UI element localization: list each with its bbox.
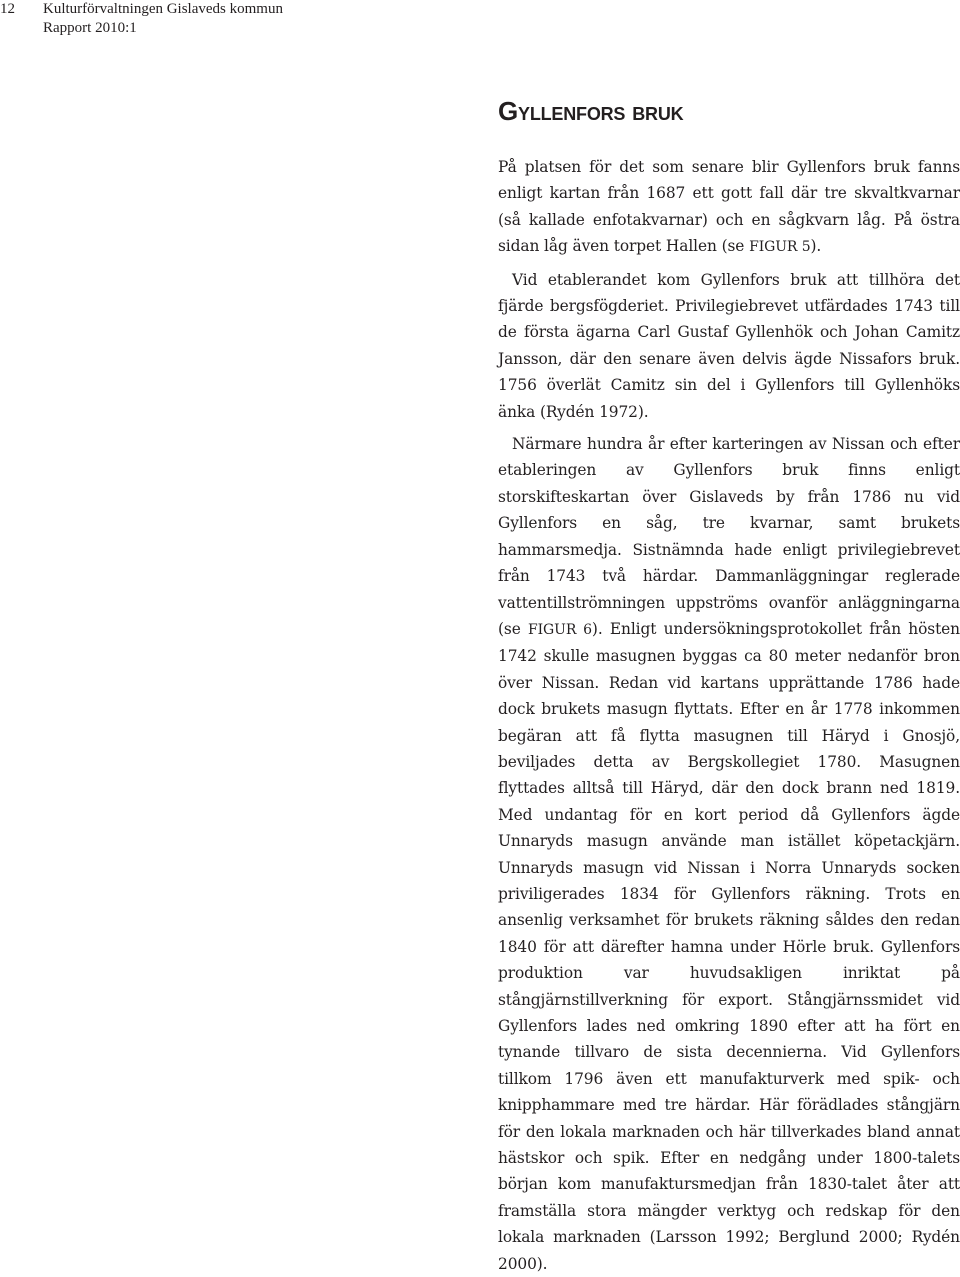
paragraph-1-text: På platsen för det som senare blir Gyllenfors bruk fanns enligt kartan från 1687 ett gott fall där tre skvaltkvarnar (så kallade enfotakvarnar) och en sågkvarn låg. På östra sidan låg även torpet Hallen (se	[498, 158, 960, 256]
paragraph-2	[498, 267, 960, 425]
paragraph-3-text: Närmare hundra år efter karteringen av Nissan och efter etableringen av Gyllenfors bruk finns enligt storskifteskartan över Gislaveds by från 1786 nu vid Gyllenfors en såg, tre kvarnar, samt brukets hammarsmedja. Sistnämnda hade enligt privilegiebrevet från 1743 två härdar. Dammanläggningar reglerade vattentillströmningen uppströms ovanför anläggningarna (se	[498, 435, 960, 638]
paragraph-3	[498, 431, 960, 1277]
report-id: Rapport 2010:1	[43, 20, 137, 36]
page-number: 12	[0, 1, 15, 17]
article	[498, 94, 960, 1277]
paragraph-1	[498, 154, 960, 261]
header-first-line	[0, 0, 283, 19]
article-title: Gyllenfors bruk	[498, 96, 684, 126]
figure-reference-6: FIGUR 6	[528, 621, 592, 638]
paragraph-1-text-end: ).	[810, 237, 822, 256]
running-header	[0, 0, 283, 38]
paragraph-2-text: Vid etablerandet kom Gyllenfors bruk att tillhöra det fjärde bergsfögderiet. Privilegiebrevet utfärdades 1743 till de första ägarna Carl Gustaf Gyllenhök och Johan Camitz Jansson, där den senare även delvis ägde Nissafors bruk. 1756 överlät Camitz sin del i Gyllenfors till Gyllenhöks änka (Rydén 1972).	[498, 270, 960, 421]
publisher-name: Kulturförvaltningen Gislaveds kommun	[43, 1, 283, 17]
figure-reference-5: FIGUR 5	[749, 239, 811, 256]
paragraph-3-text-end: ). Enligt undersökningsprotokollet från hösten 1742 skulle masugnen byggas ca 80 meter nedanför bron över Nissan. Redan vid kartans upprättande 1786 hade dock brukets masugn flyttats. Efter en år 1778 inkommen begäran att få flytta masugnen till Häryd i Gnosjö, beviljades detta av Bergskollegiet 1780. Masugnen flyttades alltså till Häryd, där den dock brann ned 1819. Med undantag för en kort period då Gyllenfors ägde Unnaryds masugn använde man istället köpetackjärn. Unnaryds masugn vid Nissan i Norra Unnaryds socken priviligerades 1834 för Gyllenfors räkning. Trots en ansenlig verksamhet för brukets räkning såldes den redan 1840 för att därefter hamna under Hörle bruk. Gyllenfors produktion var huvudsakligen inriktat på stångjärnstillverkning för export. Stångjärnssmidet vid Gyllenfors lades ned omkring 1890 efter att ha fört en tynande tillvaro de sista decennierna. Vid Gyllenfors tillkom 1796 även ett manufakturverk med spik- och knipphammare med tre härdar. Här förädlades stångjärn för den lokala marknaden och här tillverkades bland annat hästskor och spik. Efter en nedgång under 1800-talets början kom manufaktursmedjan från 1830-talet åter att framställa stora mängder verktyg och redskap för den lokala marknaden (Larsson 1992; Berglund 2000; Rydén 2000).	[498, 619, 960, 1273]
